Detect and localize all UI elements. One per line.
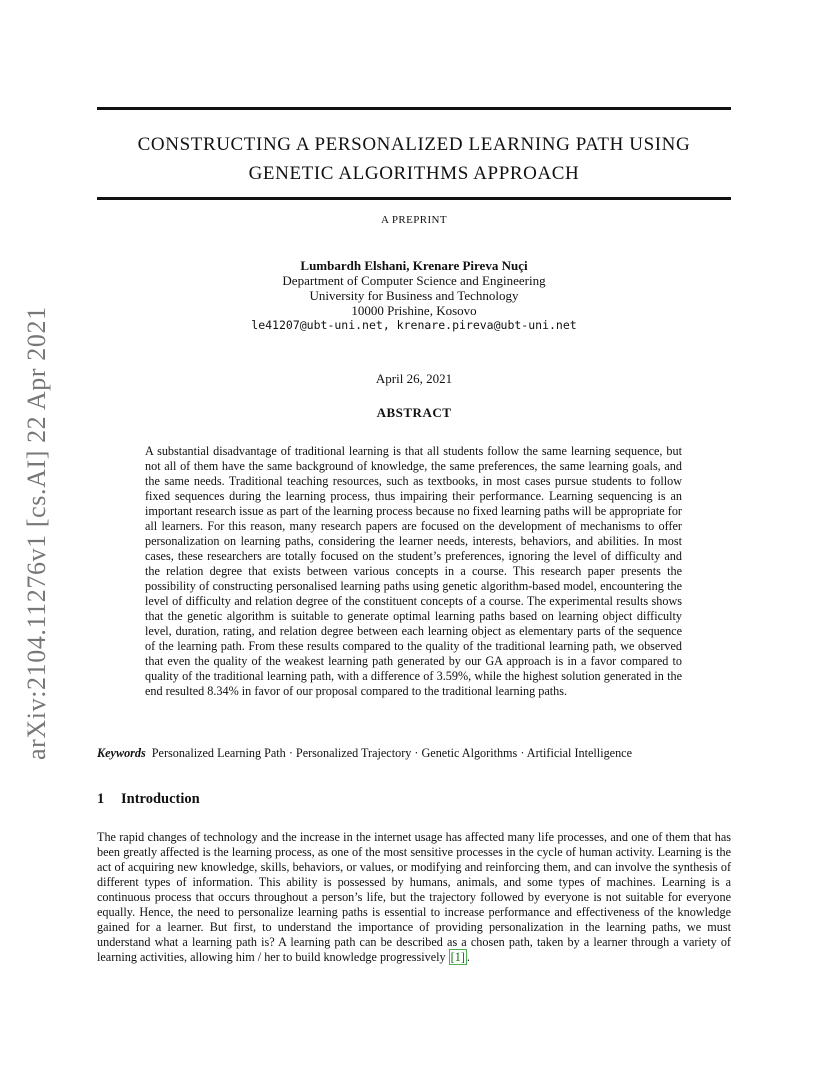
keywords-text: Personalized Learning Path · Personalized Trajectory · Genetic Algorithms · Artificial Intelligence xyxy=(151,746,632,760)
title-top-rule xyxy=(97,107,731,110)
introduction-end: . xyxy=(466,950,470,964)
author-emails: le41207@ubt-uni.net, krenare.pireva@ubt-uni.net xyxy=(251,318,577,332)
author-names: Lumbardh Elshani, Krenare Pireva Nuçi xyxy=(300,258,528,273)
introduction-paragraph xyxy=(97,830,731,965)
author-department: Department of Computer Science and Engineering xyxy=(282,273,546,288)
section-title: Introduction xyxy=(121,791,200,807)
author-university: University for Business and Technology xyxy=(309,288,519,303)
title-bottom-rule xyxy=(97,197,731,200)
author-address: 10000 Prishine, Kosovo xyxy=(351,303,477,318)
paper-title xyxy=(97,130,731,188)
section-heading xyxy=(97,791,200,808)
title-line-1: CONSTRUCTING A PERSONALIZED LEARNING PATH USING xyxy=(137,134,691,155)
section-number: 1 xyxy=(97,791,105,807)
introduction-text: The rapid changes of technology and the increase in the internet usage has affected many life processes, and one of them that has been greatly affected is the learning process, as one of the most sensitive processes in the cycle of human activity. Learning is the act of acquiring new knowledge, skills, behaviors, or values, or modifying and reinforcing them, and can involve the synthesis of different types of information. This ability is possessed by humans, animals, and some types of machines. Learning is a continuous process that occurs throughout a person’s life, but the trajectory followed by everyone is not suitable for everyone equally. Hence, the need to personalize learning paths is essential to increase performance and effectiveness of the knowledge gained for a learner. But first, to understand the importance of providing personalization in the learning paths, we must understand what a learning path is? A learning path can be described as a chosen path, taken by a learner through a variety of learning activities, allowing him / her to build knowledge progressively xyxy=(97,830,731,964)
preprint-label: A PREPRINT xyxy=(380,214,448,226)
paper-date: April 26, 2021 xyxy=(375,371,453,386)
citation-link[interactable]: [1] xyxy=(450,950,465,964)
arxiv-identifier: arXiv:2104.11276v1 [cs.AI] 22 Apr 2021 xyxy=(22,306,51,760)
abstract-text: A substantial disadvantage of traditional learning is that all students follow the same learning sequence, but not all of them have the same background of knowledge, the same preferences, the same learning goals, and the same needs. Traditional teaching resources, such as textbooks, in most cases pursue students to follow fixed sequences during the learning process, thus impairing their performance. Learning sequencing is an important research issue as part of the learning process because no fixed learning paths will be appropriate for all learners. For this reason, many research papers are focused on the development of mechanisms to offer personalization on learning paths, considering the learner needs, interests, behaviors, and abilities. In most cases, these researchers are totally focused on the student’s preferences, ignoring the level of difficulty and the relation degree that exists between various concepts in a course. This research paper presents the possibility of constructing personalised learning paths using genetic algorithm-based model, encountering the level of difficulty and relation degree of the constituent concepts of a course. The experimental results shows that the genetic algorithm is suitable to generate optimal learning paths based on learning object difficulty level, duration, rating, and relation degree between each learning object as elementary parts of the sequence of the learning path. From these results compared to the quality of the traditional learning path, we observed that even the quality of the weakest learning path generated by our GA approach is in a favor compared to quality of the traditional learning path, with a difference of 3.59%, while the highest solution generated in the end resulted 8.34% in favor of our proposal compared to the traditional learning paths. xyxy=(145,444,682,698)
keywords-label: Keywords xyxy=(97,746,146,760)
keywords-line xyxy=(97,746,731,761)
abstract-heading: ABSTRACT xyxy=(376,405,452,420)
title-line-2: GENETIC ALGORITHMS APPROACH xyxy=(248,163,580,184)
author-block xyxy=(0,258,828,333)
